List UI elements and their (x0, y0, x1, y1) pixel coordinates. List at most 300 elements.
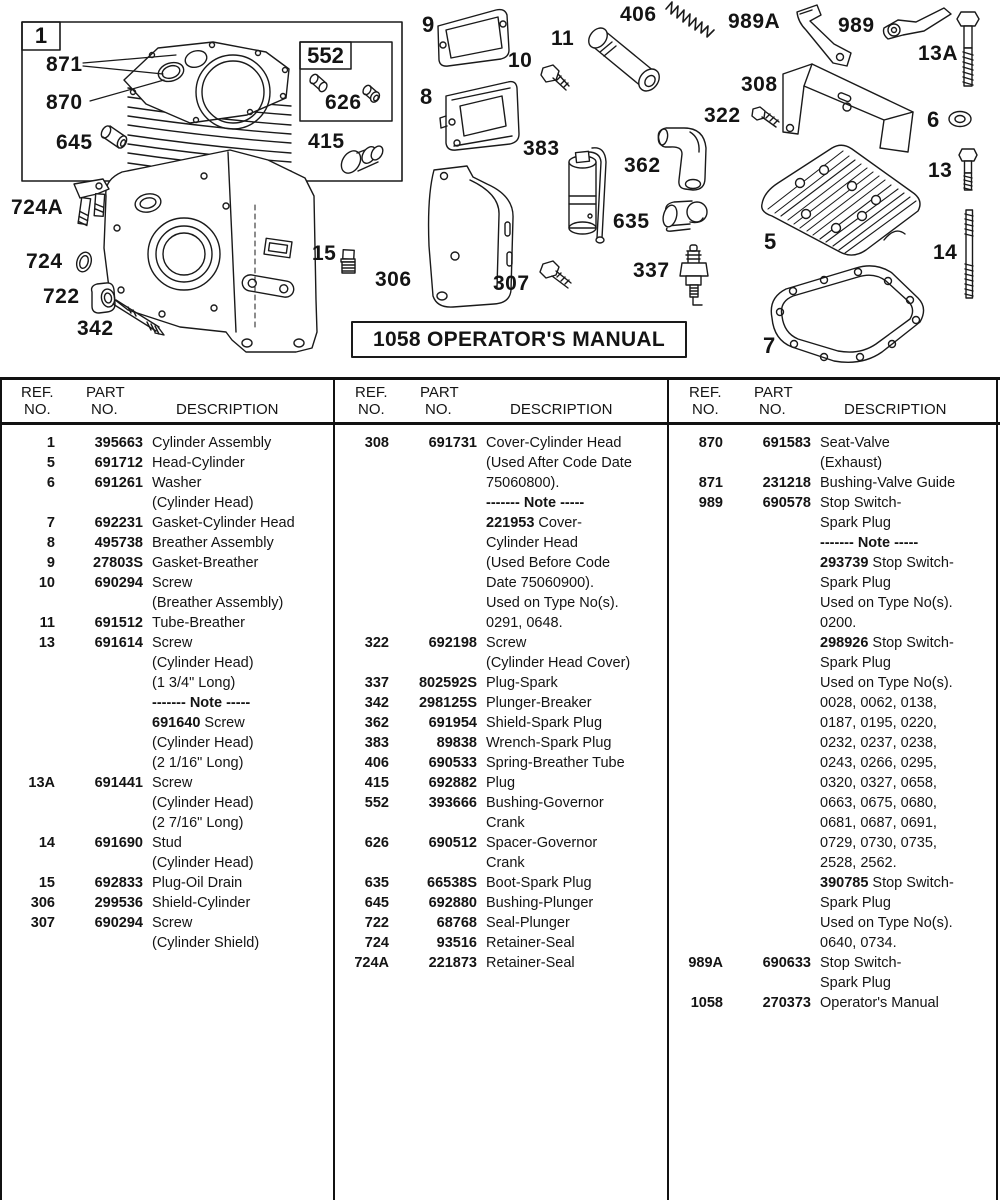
ref-no-cell (668, 453, 723, 473)
ref-no-cell (668, 913, 723, 933)
description-cell: 0681, 0687, 0691, (820, 815, 937, 831)
ref-no-cell (0, 933, 55, 953)
description-cell: (Cylinder Head) (152, 795, 254, 811)
callout-10: 10 (508, 49, 533, 72)
description-cell: Retainer-Seal (486, 935, 575, 951)
ref-no-cell (0, 733, 55, 753)
part-header-line2: NO. (759, 401, 786, 418)
description-cell: (2 7/16" Long) (152, 815, 244, 831)
part-no-cell: 270373 (762, 995, 811, 1011)
ref-no-cell (668, 813, 723, 833)
ref-no-cell (334, 653, 389, 673)
part-no-cell: 393666 (428, 795, 477, 811)
table-row (334, 913, 667, 933)
table-row (668, 933, 1000, 953)
part-no-cell: 692880 (428, 895, 477, 911)
table-row (668, 553, 1000, 573)
table-row (334, 953, 667, 973)
part-no-cell: 221873 (428, 955, 477, 971)
part-no-cell (723, 833, 811, 853)
callout-337: 337 (633, 259, 670, 282)
part-no-cell (723, 713, 811, 733)
part-no-cell: 690578 (762, 495, 811, 511)
table-row (668, 713, 1000, 733)
ref-no-cell (668, 553, 723, 573)
table-row (0, 493, 333, 513)
part-no-cell: 299536 (94, 895, 143, 911)
part-9-drawing (438, 10, 509, 67)
description-cell: ------- Note ----- (152, 695, 251, 711)
part-722-drawing (92, 283, 116, 313)
description-cell: 0320, 0327, 0658, (820, 775, 937, 791)
ref-no-cell: 1 (46, 435, 55, 451)
part-15-drawing (341, 250, 355, 273)
ref-no-cell: 307 (30, 915, 55, 931)
table-row (668, 533, 1000, 553)
ref-no-cell: 635 (364, 875, 389, 891)
part-no-cell (389, 453, 477, 473)
ref-no-cell: 10 (38, 575, 55, 591)
ref-no-cell (0, 693, 55, 713)
ref-no-cell (668, 693, 723, 713)
table-row (0, 473, 333, 493)
part-no-cell (389, 513, 477, 533)
description-cell: Bushing-Valve Guide (820, 475, 956, 491)
description-cell: Operator's Manual (820, 995, 939, 1011)
parts-table-column-1 (0, 433, 333, 953)
part-5-drawing (762, 145, 920, 255)
ref-no-cell: 989A (688, 955, 723, 971)
description-cell: (Cylinder Shield) (152, 935, 260, 951)
callout-306: 306 (375, 268, 412, 291)
ref-no-cell (668, 673, 723, 693)
callout-5: 5 (764, 229, 777, 254)
ref-no-cell (334, 473, 389, 493)
table-row (668, 613, 1000, 633)
description-cell: Head-Cylinder (152, 455, 245, 471)
callout-870: 870 (46, 91, 83, 114)
description-cell: 691640 Screw (152, 715, 245, 731)
table-row (334, 773, 667, 793)
description-cell: Cylinder Assembly (152, 435, 272, 451)
table-row (668, 853, 1000, 873)
part-header: PART (86, 384, 125, 401)
part-1-head-surface (124, 42, 289, 129)
table-header-border (0, 422, 1000, 425)
table-row (334, 573, 667, 593)
description-cell: (Cylinder Head) (152, 735, 254, 751)
table-row (668, 693, 1000, 713)
table-row (334, 673, 667, 693)
part-11-drawing (585, 24, 664, 95)
table-row (334, 753, 667, 773)
part-no-cell (723, 453, 811, 473)
ref-no-cell: 308 (364, 435, 389, 451)
part-no-cell (723, 913, 811, 933)
table-row (0, 813, 333, 833)
ref-no-cell: 337 (364, 675, 389, 691)
callout-11: 11 (551, 27, 575, 50)
part-no-cell: 690533 (428, 755, 477, 771)
description-cell: Washer (152, 475, 202, 491)
part-14-drawing (965, 210, 973, 298)
table-row (0, 833, 333, 853)
part-308-drawing (783, 64, 913, 152)
ref-header: REF. (21, 384, 54, 401)
description-header: DESCRIPTION (844, 401, 947, 418)
description-cell: Stop Switch- (820, 495, 902, 511)
table-row (0, 773, 333, 793)
callout-552: 552 (307, 43, 344, 68)
part-no-cell: 298125S (418, 695, 477, 711)
callout-9: 9 (422, 12, 435, 37)
table-row (334, 493, 667, 513)
part-no-cell (389, 573, 477, 593)
ref-no-cell (668, 793, 723, 813)
table-row (0, 513, 333, 533)
callout-724: 724 (26, 250, 63, 273)
callout-362: 362 (624, 154, 661, 177)
part-no-cell (723, 853, 811, 873)
table-row (0, 793, 333, 813)
ref-no-cell: 13A (28, 775, 55, 791)
ref-no-cell: 306 (30, 895, 55, 911)
table-row (668, 993, 1000, 1013)
part-no-cell (723, 693, 811, 713)
description-cell: Bushing-Plunger (486, 895, 594, 911)
ref-no-cell (334, 613, 389, 633)
table-row (0, 753, 333, 773)
ref-no-cell (668, 973, 723, 993)
description-cell: Crank (486, 815, 525, 831)
table-row (0, 933, 333, 953)
ref-no-cell: 870 (698, 435, 723, 451)
description-cell: Screw (486, 635, 527, 651)
ref-no-cell (668, 713, 723, 733)
part-no-cell: 691954 (428, 715, 477, 731)
part-no-cell: 691441 (94, 775, 143, 791)
part-no-cell: 692882 (428, 775, 477, 791)
part-no-cell (389, 653, 477, 673)
table-row (334, 873, 667, 893)
part-header-line2: NO. (425, 401, 452, 418)
table-row (668, 793, 1000, 813)
callout-8: 8 (420, 84, 433, 109)
part-337-drawing (680, 245, 708, 305)
description-cell: 293739 Stop Switch- (820, 555, 954, 571)
part-322-drawing (752, 107, 779, 127)
description-cell: Shield-Cylinder (152, 895, 251, 911)
description-cell: ------- Note ----- (486, 495, 585, 511)
callout-14: 14 (933, 241, 958, 264)
description-cell: Spark Plug (820, 575, 891, 591)
part-no-cell (723, 813, 811, 833)
ref-no-cell (668, 653, 723, 673)
ref-no-cell: 5 (46, 455, 55, 471)
description-cell: 298926 Stop Switch- (820, 635, 954, 651)
table-row (668, 953, 1000, 973)
ref-no-cell (668, 753, 723, 773)
part-no-cell (55, 493, 143, 513)
table-row (0, 873, 333, 893)
table-row (668, 833, 1000, 853)
part-no-cell (723, 873, 811, 893)
table-row (0, 693, 333, 713)
part-no-cell (723, 593, 811, 613)
description-cell: Screw (152, 775, 193, 791)
callout-13A: 13A (918, 42, 959, 65)
part-no-cell (55, 753, 143, 773)
description-cell: Gasket-Breather (152, 555, 259, 571)
callout-342: 342 (77, 317, 114, 340)
ref-no-cell: 11 (39, 615, 55, 631)
description-cell: 0200. (820, 615, 857, 631)
table-row (334, 633, 667, 653)
table-row (334, 473, 667, 493)
table-row (334, 893, 667, 913)
ref-no-cell (334, 453, 389, 473)
callout-307: 307 (493, 272, 530, 295)
ref-no-cell (668, 773, 723, 793)
ref-no-cell: 362 (364, 715, 389, 731)
ref-no-cell (334, 593, 389, 613)
ref-no-cell: 1058 (690, 995, 723, 1011)
ref-no-cell (668, 533, 723, 553)
table-row (334, 653, 667, 673)
description-cell: 0232, 0237, 0238, (820, 735, 937, 751)
table-row (668, 593, 1000, 613)
ref-no-cell (0, 853, 55, 873)
ref-no-cell (668, 593, 723, 613)
description-cell: Stud (152, 835, 182, 851)
part-no-cell (55, 813, 143, 833)
part-no-cell (55, 693, 143, 713)
part-no-cell (389, 533, 477, 553)
ref-no-cell: 724 (364, 935, 389, 951)
table-row (668, 433, 1000, 453)
description-cell: Retainer-Seal (486, 955, 575, 971)
table-row (334, 613, 667, 633)
callout-383: 383 (523, 137, 560, 160)
callout-724A: 724A (11, 196, 64, 219)
part-no-cell: 495738 (94, 535, 143, 551)
part-no-cell (389, 553, 477, 573)
part-1-crankcase (104, 150, 317, 352)
description-cell: Stop Switch- (820, 955, 902, 971)
description-cell: Plug (486, 775, 516, 791)
description-cell: (Cylinder Head Cover) (486, 655, 631, 671)
table-row (334, 453, 667, 473)
part-no-cell: 692231 (94, 515, 143, 531)
ref-no-cell: 626 (364, 835, 389, 851)
ref-no-cell (668, 893, 723, 913)
description-cell: (Breather Assembly) (152, 595, 284, 611)
part-no-cell (55, 933, 143, 953)
description-cell: Used on Type No(s). (820, 595, 953, 611)
table-row (0, 733, 333, 753)
part-724-drawing (74, 250, 93, 273)
part-no-cell (55, 673, 143, 693)
description-cell: Crank (486, 855, 525, 871)
description-cell: Boot-Spark Plug (486, 875, 592, 891)
ref-no-cell: 8 (46, 535, 55, 551)
part-10-drawing (541, 65, 569, 90)
table-row (334, 433, 667, 453)
part-362-drawing (657, 128, 706, 190)
ref-no-cell (668, 733, 723, 753)
ref-no-cell: 415 (364, 775, 389, 791)
part-no-cell (389, 473, 477, 493)
table-row (0, 853, 333, 873)
part-no-cell: 691512 (94, 615, 143, 631)
part-no-cell: 691731 (428, 435, 477, 451)
description-cell: 2528, 2562. (820, 855, 897, 871)
ref-no-cell: 383 (364, 735, 389, 751)
ref-no-cell (668, 633, 723, 653)
part-no-cell (723, 573, 811, 593)
part-415-drawing (337, 144, 385, 177)
part-no-cell: 691261 (94, 475, 143, 491)
ref-header: REF. (689, 384, 722, 401)
ref-no-cell: 645 (364, 895, 389, 911)
description-cell: Plug-Oil Drain (152, 875, 243, 891)
operators-manual-label: 1058 OPERATOR'S MANUAL (372, 328, 666, 351)
part-no-cell (389, 613, 477, 633)
callout-635: 635 (613, 210, 650, 233)
ref-no-cell: 724A (354, 955, 389, 971)
ref-no-cell (334, 553, 389, 573)
part-no-cell: 691690 (94, 835, 143, 851)
table-row (668, 653, 1000, 673)
description-cell: Gasket-Cylinder Head (152, 515, 295, 531)
part-no-cell: 690294 (94, 575, 143, 591)
callout-308: 308 (741, 73, 778, 96)
description-cell: Screw (152, 915, 193, 931)
table-row (668, 573, 1000, 593)
part-no-cell (723, 633, 811, 653)
callout-6: 6 (927, 107, 940, 132)
description-cell: 0187, 0195, 0220, (820, 715, 937, 731)
table-row (668, 513, 1000, 533)
table-row (334, 933, 667, 953)
part-no-cell: 692833 (94, 875, 143, 891)
callout-322: 322 (704, 104, 741, 127)
ref-no-cell (0, 673, 55, 693)
ref-no-cell (668, 833, 723, 853)
ref-no-cell (0, 493, 55, 513)
description-cell: (Cylinder Head) (152, 655, 254, 671)
part-645-drawing (99, 124, 128, 149)
table-row (0, 893, 333, 913)
description-cell: Tube-Breather (152, 615, 245, 631)
table-top-border (0, 377, 1000, 380)
ref-no-cell: 322 (364, 635, 389, 651)
ref-no-cell (334, 493, 389, 513)
part-no-cell (723, 553, 811, 573)
ref-no-cell: 406 (364, 755, 389, 771)
table-row (668, 813, 1000, 833)
table-row (334, 813, 667, 833)
part-989-drawing (884, 8, 952, 39)
ref-no-cell (0, 813, 55, 833)
table-row (668, 473, 1000, 493)
part-383-drawing (569, 148, 606, 243)
ref-no-cell (334, 513, 389, 533)
callout-406: 406 (620, 3, 657, 26)
callout-989A: 989A (728, 10, 781, 33)
table-row (0, 713, 333, 733)
description-cell: Cylinder Head (486, 535, 578, 551)
ref-no-cell (668, 573, 723, 593)
description-cell: 0028, 0062, 0138, (820, 695, 937, 711)
description-cell: Plunger-Breaker (486, 695, 592, 711)
table-row (0, 673, 333, 693)
part-no-cell (389, 493, 477, 513)
description-cell: Spark Plug (820, 515, 891, 531)
ref-no-cell: 9 (46, 555, 55, 571)
table-header-col2 (334, 381, 667, 422)
part-no-cell (389, 853, 477, 873)
part-no-cell: 27803S (93, 555, 143, 571)
ref-no-cell (334, 813, 389, 833)
part-header: PART (754, 384, 793, 401)
ref-no-cell: 552 (364, 795, 389, 811)
part-no-cell (55, 653, 143, 673)
parts-table-column-2 (334, 433, 667, 973)
ref-no-cell (334, 853, 389, 873)
description-cell: 0291, 0648. (486, 615, 563, 631)
ref-header-line2: NO. (692, 401, 719, 418)
ref-no-cell: 15 (38, 875, 55, 891)
callout-989: 989 (838, 14, 875, 37)
description-cell: Seal-Plunger (486, 915, 570, 931)
part-no-cell (723, 933, 811, 953)
table-row (334, 713, 667, 733)
description-cell: Seat-Valve (820, 435, 890, 451)
ref-header-line2: NO. (24, 401, 51, 418)
description-cell: Plug-Spark (486, 675, 558, 691)
part-no-cell (55, 853, 143, 873)
part-no-cell (55, 793, 143, 813)
ref-no-cell (0, 793, 55, 813)
description-cell: Spark Plug (820, 895, 891, 911)
description-cell: Spring-Breather Tube (486, 755, 625, 771)
callout-13: 13 (928, 159, 953, 182)
part-no-cell (723, 533, 811, 553)
callout-645: 645 (56, 131, 93, 154)
ref-no-cell (334, 533, 389, 553)
ref-no-cell (668, 933, 723, 953)
description-cell: Used on Type No(s). (486, 595, 619, 611)
description-cell: 0640, 0734. (820, 935, 897, 951)
table-row (0, 533, 333, 553)
table-row (0, 553, 333, 573)
callout-722: 722 (43, 285, 80, 308)
description-cell: (Cylinder Head) (152, 495, 254, 511)
part-13A-drawing (957, 12, 979, 86)
description-cell: Bushing-Governor (486, 795, 604, 811)
ref-no-cell (0, 753, 55, 773)
description-cell: 221953 Cover- (486, 515, 582, 531)
table-row (668, 733, 1000, 753)
ref-no-cell: 7 (46, 515, 55, 531)
description-cell: (2 1/16" Long) (152, 755, 244, 771)
description-cell: 0729, 0730, 0735, (820, 835, 937, 851)
table-row (668, 453, 1000, 473)
part-no-cell (723, 773, 811, 793)
table-row (668, 893, 1000, 913)
table-row (668, 773, 1000, 793)
